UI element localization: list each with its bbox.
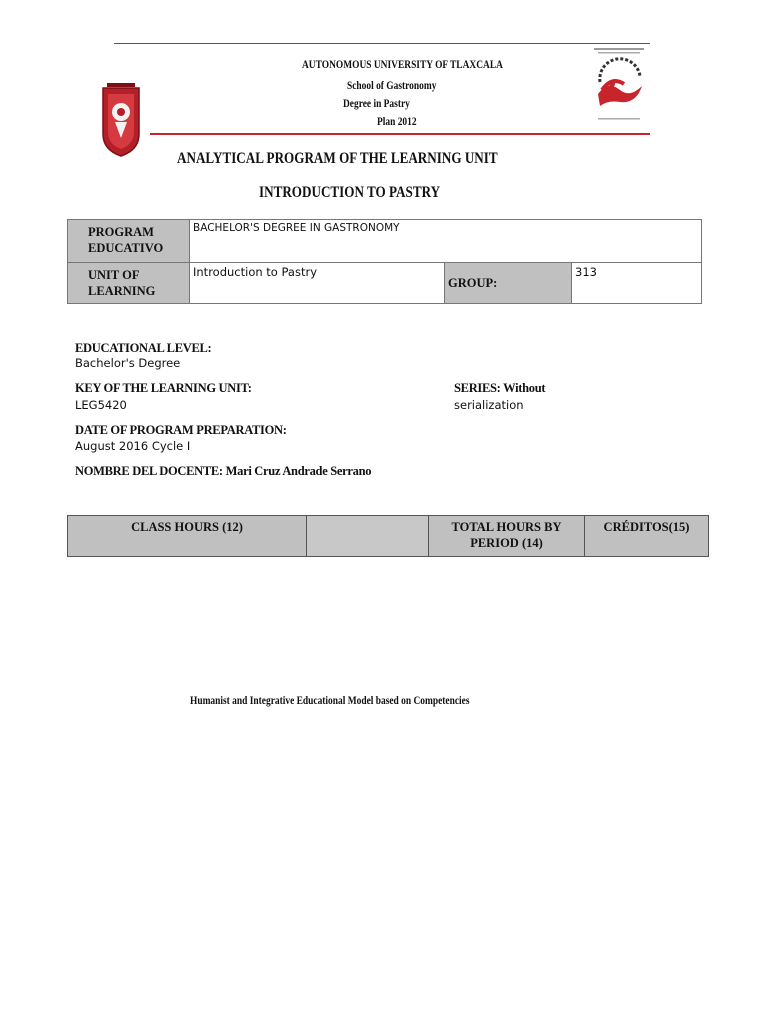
group-label: GROUP:: [445, 263, 572, 304]
university-crest-icon: [101, 82, 141, 158]
blank-hours-cell: [307, 516, 429, 557]
degree-name: Degree in Pastry: [343, 98, 410, 110]
hours-table: [67, 515, 709, 557]
educational-level-label: EDUCATIONAL LEVEL:: [75, 341, 212, 355]
unit-label: UNIT OF LEARNING: [68, 263, 190, 304]
header-top-rule: [114, 43, 650, 44]
educational-level-value: Bachelor's Degree: [75, 356, 181, 370]
series-label: SERIES: Without: [454, 381, 546, 395]
school-name: School of Gastronomy: [347, 80, 437, 92]
faculty-logo-icon: [590, 46, 648, 126]
program-info-table: [67, 219, 702, 304]
document-subtitle: INTRODUCTION TO PASTRY: [259, 184, 441, 201]
total-hours-cell: TOTAL HOURS BY PERIOD (14): [429, 516, 585, 557]
class-hours-cell: CLASS HOURS (12): [68, 516, 307, 557]
header-bottom-rule: [150, 133, 650, 135]
learning-unit-key-label: KEY OF THE LEARNING UNIT:: [75, 381, 252, 395]
document-title: ANALYTICAL PROGRAM OF THE LEARNING UNIT: [177, 150, 498, 167]
plan-year: Plan 2012: [377, 116, 417, 128]
university-name: AUTONOMOUS UNIVERSITY OF TLAXCALA: [302, 59, 503, 71]
educational-model-caption: Humanist and Integrative Educational Model based on Competencies: [190, 695, 470, 707]
learning-unit-key-value: LEG5420: [75, 398, 127, 412]
preparation-date-value: August 2016 Cycle I: [75, 439, 191, 453]
preparation-date-label: DATE OF PROGRAM PREPARATION:: [75, 423, 287, 437]
program-value: BACHELOR'S DEGREE IN GASTRONOMY: [190, 220, 702, 263]
credits-cell: CRÉDITOS(15): [585, 516, 709, 557]
series-value: serialization: [454, 398, 524, 412]
unit-value: Introduction to Pastry: [190, 263, 445, 304]
teacher-name: NOMBRE DEL DOCENTE: Mari Cruz Andrade Serrano: [75, 464, 372, 478]
group-value: 313: [572, 263, 702, 304]
program-label: PROGRAM EDUCATIVO: [68, 220, 190, 263]
